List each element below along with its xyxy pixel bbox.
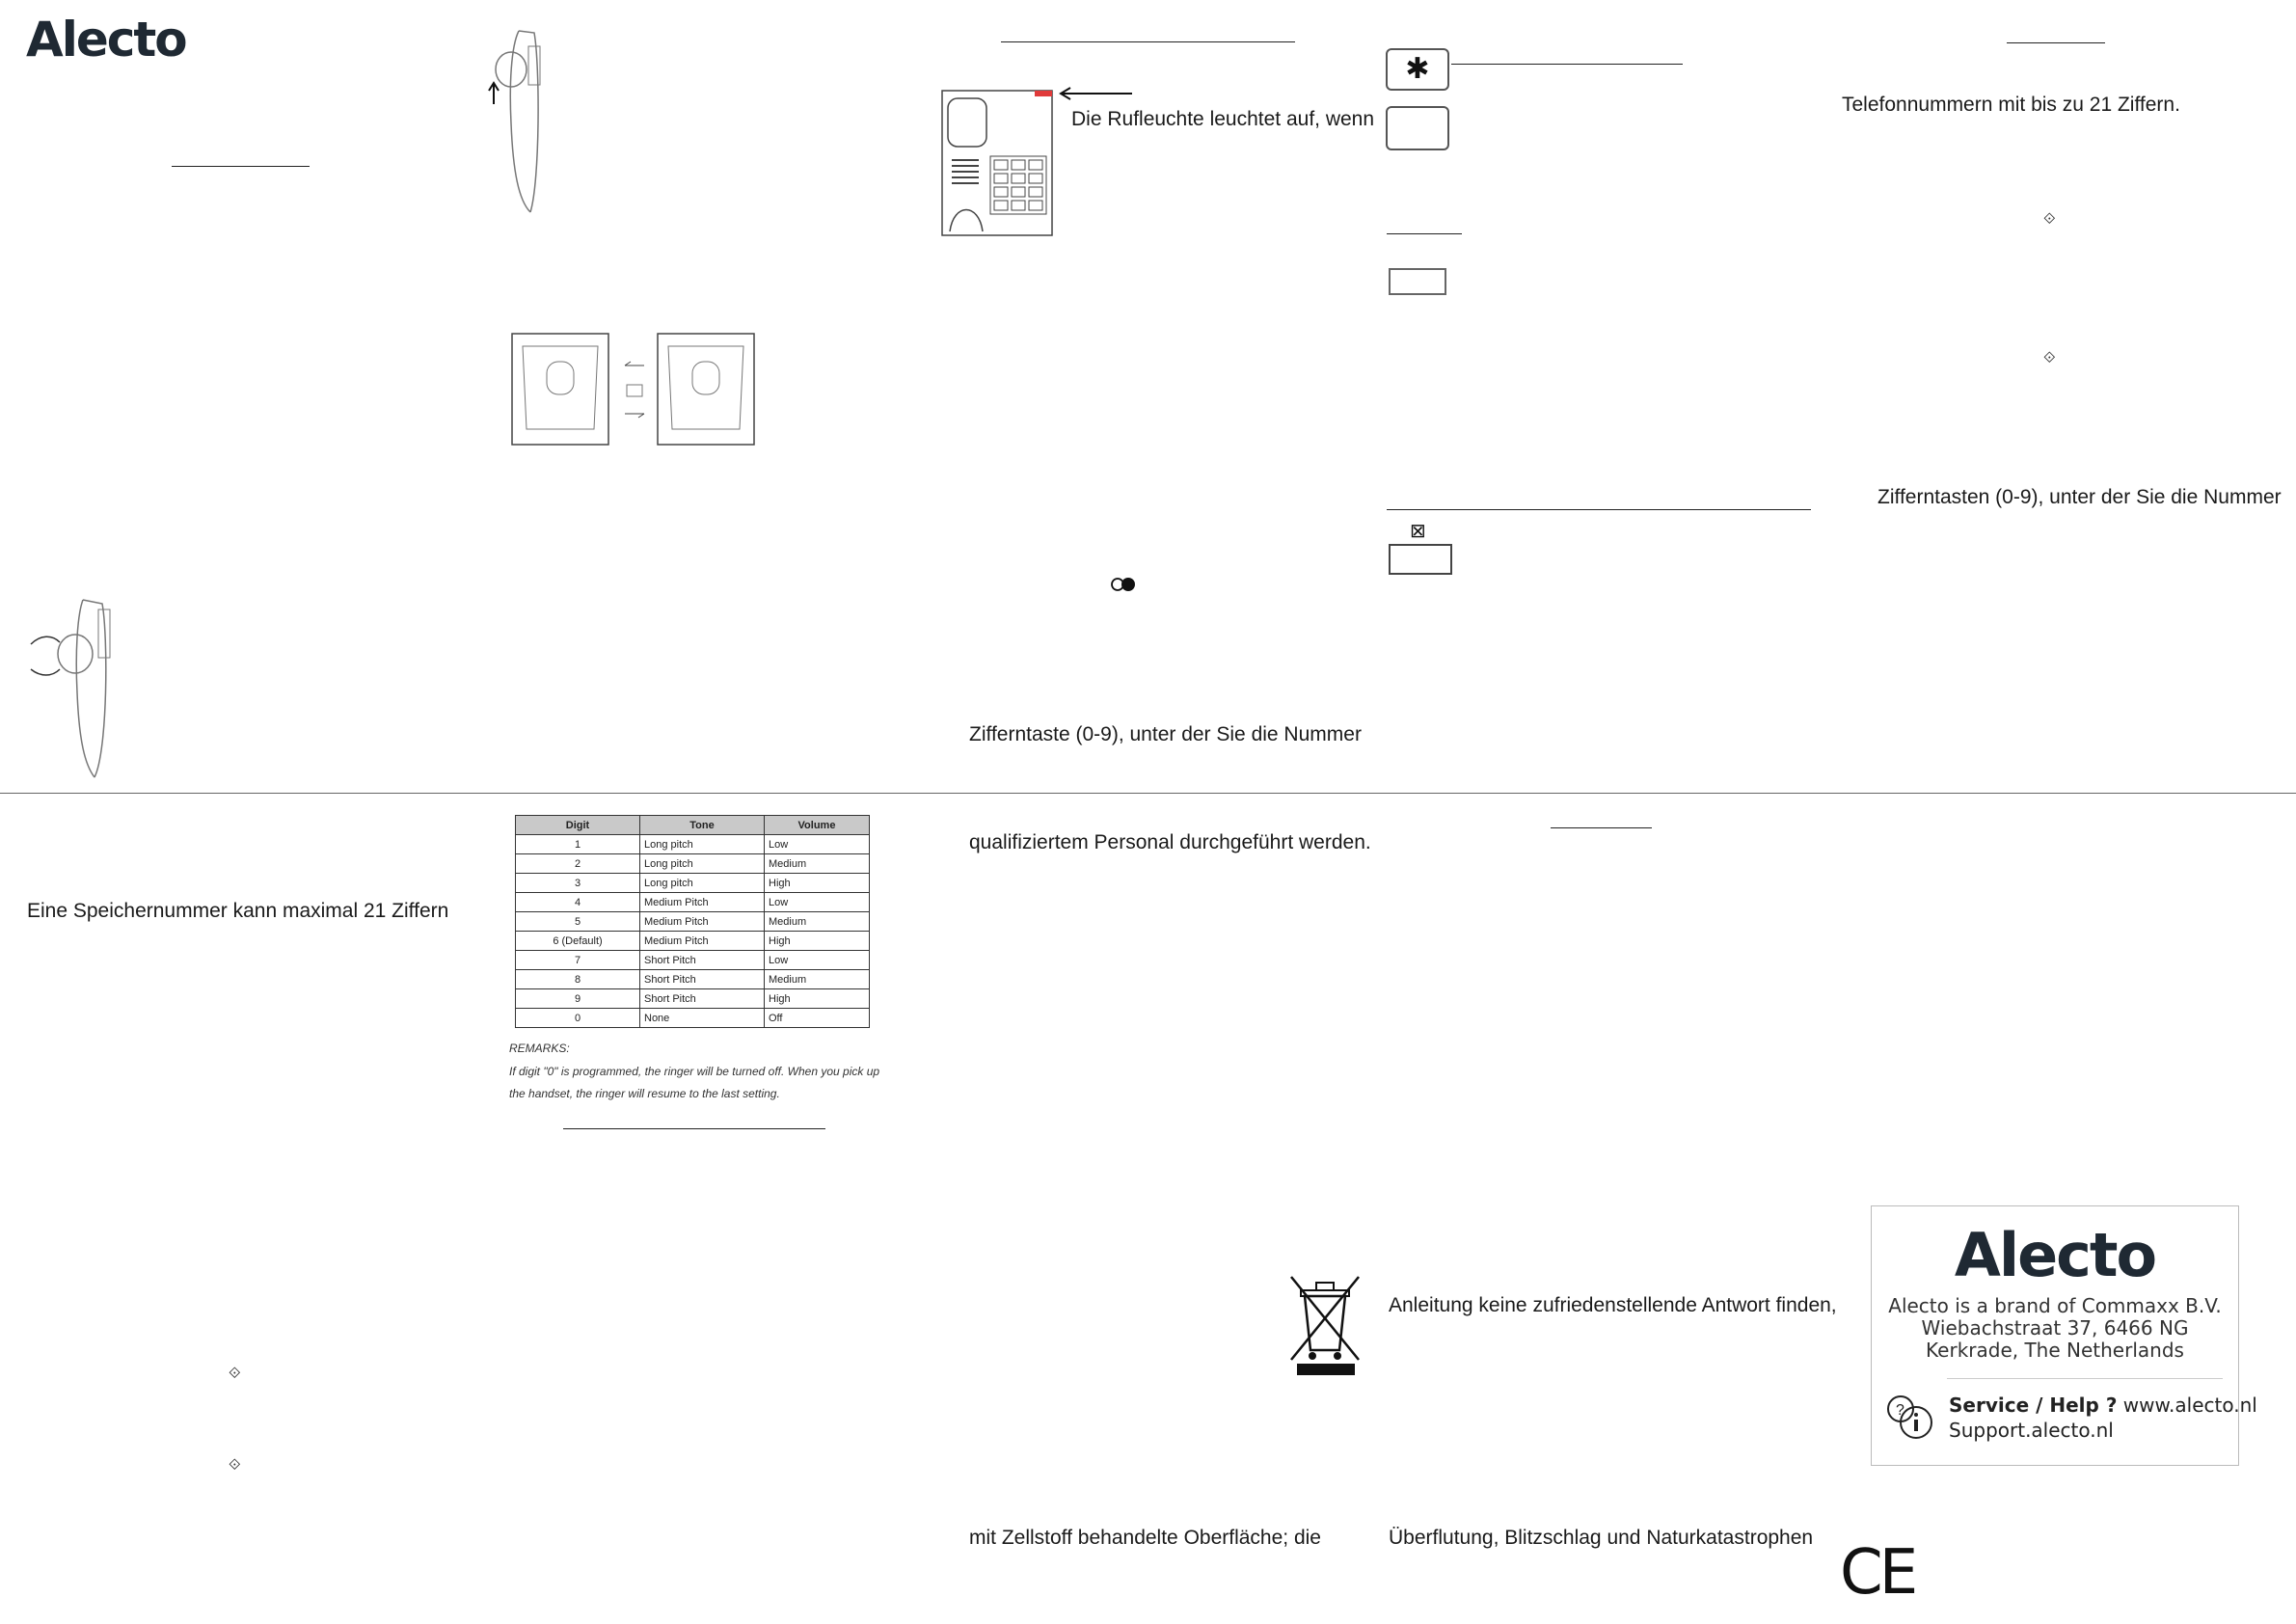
tone-cell: None (640, 1009, 765, 1028)
flat-key (1389, 268, 1446, 295)
volume-cell: Low (765, 893, 870, 912)
brand-logo: Alecto (26, 12, 186, 68)
cellulose-surface-text: mit Zellstoff behandelte Oberfläche; die (969, 1527, 1321, 1549)
table-row (516, 932, 870, 951)
service-url[interactable]: www.alecto.nl (2122, 1394, 2257, 1417)
phone-front-illustration (940, 87, 1056, 238)
volume-cell: Medium (765, 854, 870, 874)
dual-dot-icon (1110, 577, 1139, 597)
section-heading-rule (1551, 827, 1652, 828)
tone-cell: Long pitch (640, 854, 765, 874)
tone-cell: Short Pitch (640, 989, 765, 1009)
volume-cell: High (765, 932, 870, 951)
tone-cell: Long pitch (640, 874, 765, 893)
section-heading-rule (1001, 41, 1295, 42)
qualified-personnel-text: qualifiziertem Personal durchgeführt werden. (969, 831, 1371, 853)
digit-cell: 5 (516, 912, 640, 932)
support-url[interactable]: Support.alecto.nl (1949, 1419, 2114, 1442)
column-header: Digit (516, 816, 640, 835)
service-help-icon (1883, 1392, 1939, 1444)
fold-line (0, 793, 2296, 794)
wall-mount-illustration (511, 333, 757, 447)
tone-cell: Medium Pitch (640, 893, 765, 912)
tone-cell: Long pitch (640, 835, 765, 854)
table-row (516, 874, 870, 893)
address-line: Alecto is a brand of Commaxx B.V. (1888, 1294, 2222, 1317)
svg-text:?: ? (1896, 1402, 1904, 1419)
address-line: Wiebachstraat 37, 6466 NG (1921, 1316, 2189, 1340)
column-header: Tone (640, 816, 765, 835)
digit-cell: 6 (Default) (516, 932, 640, 951)
ringer-settings-table (515, 815, 870, 1028)
section-heading-rule (1387, 233, 1462, 234)
remarks-title: REMARKS: (509, 1042, 570, 1055)
table-row (516, 989, 870, 1009)
digit-cell: 4 (516, 893, 640, 912)
tone-cell: Short Pitch (640, 951, 765, 970)
ring-light-text: Die Rufleuchte leuchtet auf, wenn (1071, 108, 1375, 130)
pointer-arrow (1059, 87, 1134, 100)
tone-cell: Short Pitch (640, 970, 765, 989)
brand-card (1871, 1205, 2257, 1466)
table-row (516, 912, 870, 932)
volume-cell: Medium (765, 912, 870, 932)
digit-key-text: Zifferntaste (0-9), unter der Sie die Nummer (969, 723, 1362, 745)
digit-cell: 3 (516, 874, 640, 893)
tone-cell: Medium Pitch (640, 932, 765, 951)
section-heading-rule (2007, 42, 2105, 43)
table-row (516, 893, 870, 912)
digit-cell: 7 (516, 951, 640, 970)
manual-text: Anleitung keine zufriedenstellende Antwort finden, (1389, 1294, 1837, 1316)
digit-cell: 8 (516, 970, 640, 989)
memory-limit-text: Eine Speichernummer kann maximal 21 Ziffern (27, 900, 449, 922)
remarks-line: If digit "0" is programmed, the ringer will be turned off. When you pick up (509, 1065, 880, 1078)
section-heading-rule (563, 1128, 825, 1129)
volume-cell: High (765, 989, 870, 1009)
mute-icon: ⊠ (1410, 521, 1426, 542)
diamond-bullet-icon: ⟐ (229, 1457, 241, 1474)
digit-keys-text: Zifferntasten (0-9), unter der Sie die Nummer (1877, 486, 2282, 508)
card-divider (1947, 1378, 2223, 1379)
section-heading-rule (1451, 64, 1683, 65)
ce-mark: CE (1840, 1537, 1915, 1609)
table-row (516, 835, 870, 854)
volume-cell: Off (765, 1009, 870, 1028)
star-key (1386, 48, 1449, 91)
brand-address (1872, 1295, 2238, 1362)
volume-cell: High (765, 874, 870, 893)
section-heading-rule (172, 166, 310, 167)
handset-side-illustration (471, 27, 557, 216)
table-row (516, 970, 870, 989)
table-row (516, 951, 870, 970)
blank-key (1386, 106, 1449, 150)
digit-cell: 0 (516, 1009, 640, 1028)
weee-bin-icon (1287, 1273, 1363, 1377)
volume-cell: Low (765, 835, 870, 854)
digit-cell: 2 (516, 854, 640, 874)
column-header: Volume (765, 816, 870, 835)
phone-numbers-text: Telefonnummern mit bis zu 21 Ziffern. (1842, 94, 2180, 116)
digit-cell: 1 (516, 835, 640, 854)
tone-cell: Medium Pitch (640, 912, 765, 932)
brand-card-logo: Alecto (1954, 1220, 2156, 1290)
mute-key (1389, 544, 1452, 575)
handset-side-illustration (27, 596, 123, 781)
volume-cell: Low (765, 951, 870, 970)
remarks-line: the handset, the ringer will resume to the last setting. (509, 1087, 780, 1100)
address-line: Kerkrade, The Netherlands (1926, 1339, 2184, 1362)
digit-cell: 9 (516, 989, 640, 1009)
diamond-bullet-icon: ⟐ (2043, 211, 2056, 228)
diamond-bullet-icon: ⟐ (229, 1366, 241, 1382)
volume-cell: Medium (765, 970, 870, 989)
flooding-text: Überflutung, Blitzschlag und Naturkatastrophen (1389, 1527, 1814, 1549)
table-row (516, 1009, 870, 1028)
service-label: Service / Help ? (1949, 1394, 2118, 1417)
table-row (516, 854, 870, 874)
service-help-line (1949, 1394, 2257, 1417)
section-heading-rule (1387, 509, 1811, 510)
diamond-bullet-icon: ⟐ (2043, 350, 2056, 366)
star-icon: ✱ (1405, 53, 1430, 85)
